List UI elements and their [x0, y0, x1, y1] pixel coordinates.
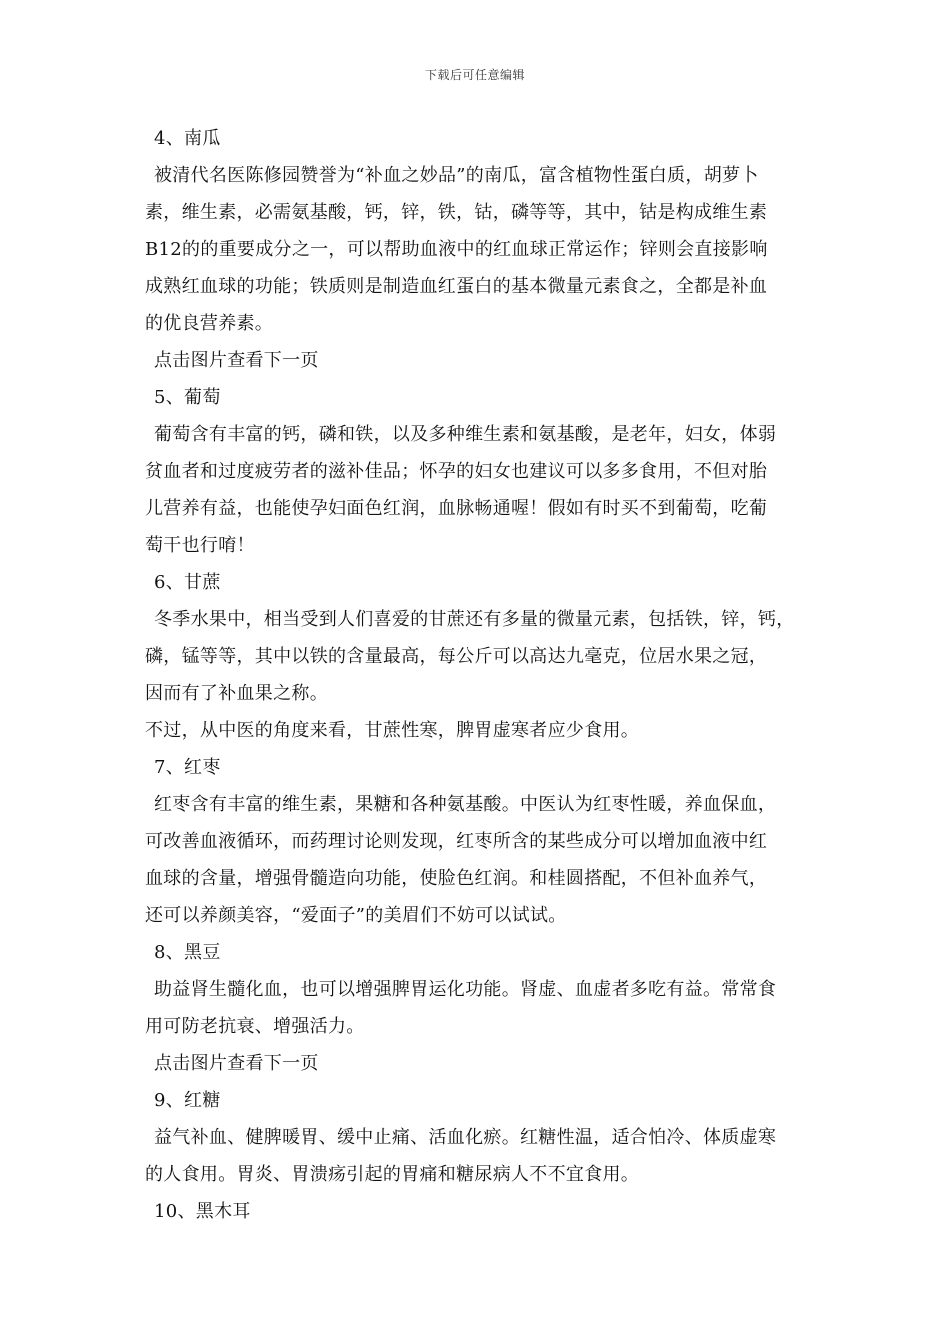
paragraph-line: 因而有了补血果之称。: [145, 683, 328, 704]
section-heading: 9、红糖: [154, 1090, 221, 1111]
paragraph-line: 儿营养有益，也能使孕妇面色红润，血脉畅通喔！假如有时买不到葡萄，吃葡: [145, 498, 768, 519]
paragraph-line: 不过，从中医的角度来看，甘蔗性寒，脾胃虚寒者应少食用。: [145, 720, 640, 741]
paragraph-line: 红枣含有丰富的维生素，果糖和各种氨基酸。中医认为红枣性暖，养血保血，: [154, 794, 777, 815]
paragraph-line: 萄干也行唷！: [145, 535, 255, 556]
section-heading: 5、葡萄: [154, 387, 221, 408]
section-heading: 10、黑木耳: [154, 1201, 251, 1222]
paragraph-line: 的优良营养素。: [145, 313, 274, 334]
paragraph-line: 成熟红血球的功能；铁质则是制造血红蛋白的基本微量元素食之，全都是补血: [145, 276, 768, 297]
section-heading: 8、黑豆: [154, 942, 221, 963]
paragraph-line: 助益肾生髓化血，也可以增强脾胃运化功能。肾虚、血虚者多吃有益。常常食: [154, 979, 777, 1000]
paragraph-line: 磷，锰等等，其中以铁的含量最高，每公斤可以高达九毫克，位居水果之冠，: [145, 646, 768, 667]
paragraph-line: 血球的含量，增强骨髓造向功能，使脸色红润。和桂圆搭配，不但补血养气，: [145, 868, 768, 889]
paragraph-line: B12的的重要成分之一，可以帮助血液中的红血球正常运作；锌则会直接影响: [145, 239, 768, 260]
page-header-note: 下载后可任意编辑: [424, 68, 525, 82]
paragraph-line: 冬季水果中，相当受到人们喜爱的甘蔗还有多量的微量元素，包括铁，锌，钙，: [154, 609, 795, 630]
paragraph-line: 的人食用。胃炎、胃溃疡引起的胃痛和糖尿病人不不宜食用。: [145, 1164, 640, 1185]
paragraph-line: 素，维生素，必需氨基酸，钙，锌，铁，钴，磷等等，其中，钴是构成维生素: [145, 202, 768, 223]
section-heading: 7、红枣: [154, 757, 221, 778]
paragraph-line: 用可防老抗衰、增强活力。: [145, 1016, 365, 1037]
paragraph-line: 被清代名医陈修园赞誉为“补血之妙品”的南瓜，富含植物性蛋白质，胡萝卜: [154, 165, 759, 186]
paragraph-line: 益气补血、健脾暖胃、缓中止痛、活血化瘀。红糖性温，适合怕冷、体质虚寒: [154, 1127, 777, 1148]
section-heading: 4、南瓜: [154, 128, 221, 149]
document-body: [145, 124, 825, 1234]
paragraph-line: 贫血者和过度疲劳者的滋补佳品；怀孕的妇女也建议可以多多食用，不但对胎: [145, 461, 768, 482]
paragraph-line: 葡萄含有丰富的钙，磷和铁，以及多种维生素和氨基酸，是老年，妇女，体弱: [154, 424, 777, 445]
paragraph-line: 可改善血液循环，而药理讨论则发现，红枣所含的某些成分可以增加血液中红: [145, 831, 768, 852]
paragraph-line: 点击图片查看下一页: [154, 350, 319, 371]
section-heading: 6、甘蔗: [154, 572, 221, 593]
paragraph-line: 还可以养颜美容，“爱面子”的美眉们不妨可以试试。: [145, 905, 567, 926]
paragraph-line: 点击图片查看下一页: [154, 1053, 319, 1074]
